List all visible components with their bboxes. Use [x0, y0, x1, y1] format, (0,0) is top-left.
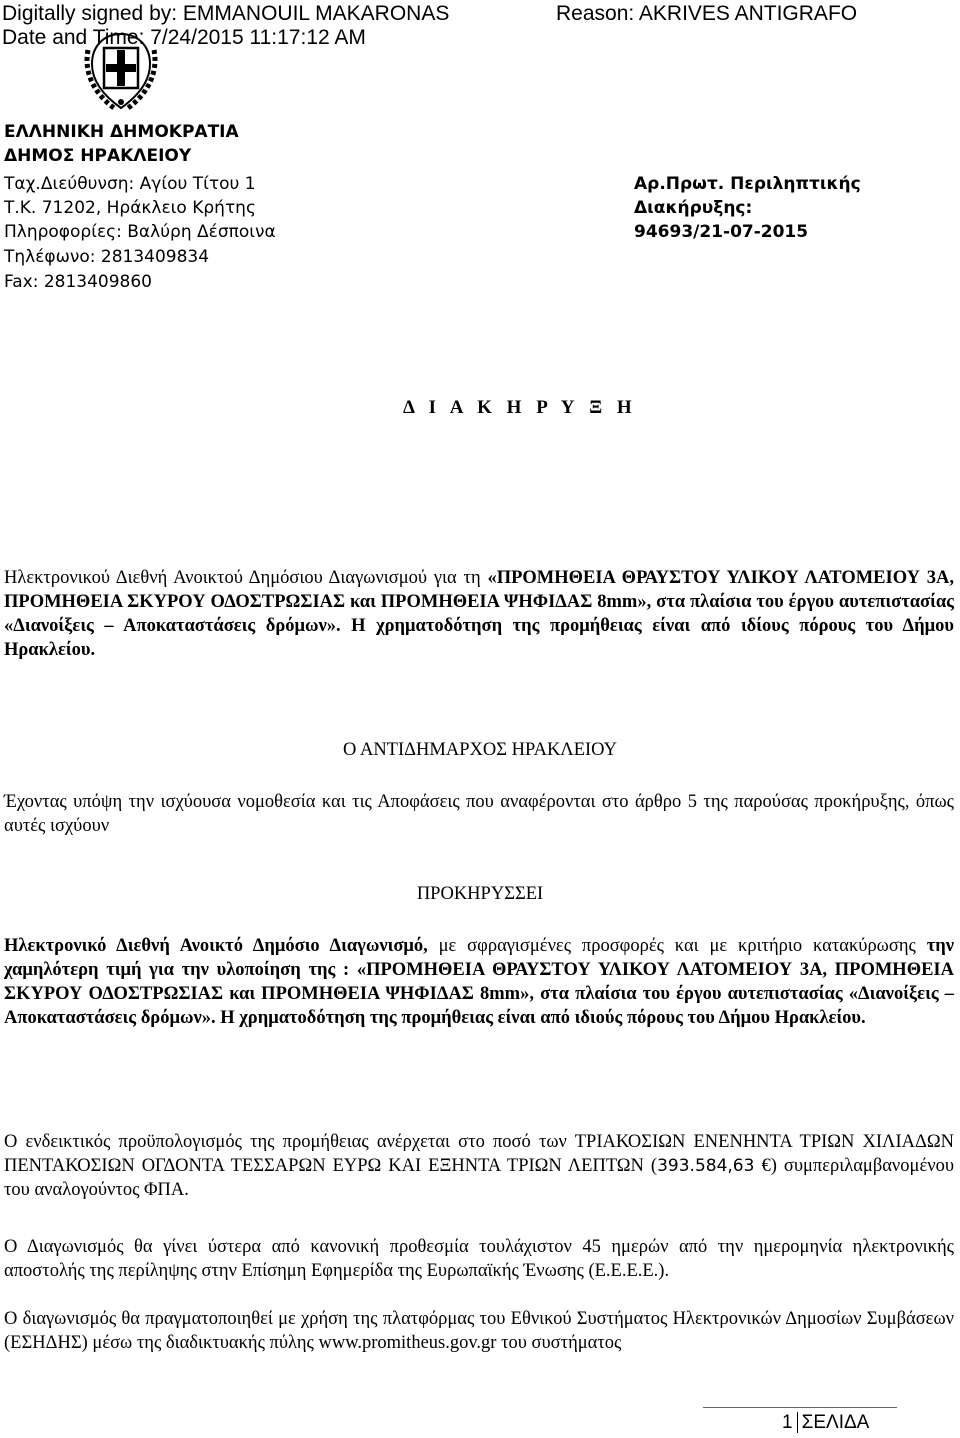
considering-paragraph: Έχοντας υπόψη την ισχύουσα νομοθεσία και τις Αποφάσεις που αναφέρονται στο άρθρο 5 της παρούσας προκήρυξης, όπως αυτές ισχύουν [4, 792, 954, 836]
platform-paragraph: Ο διαγωνισμός θα πραγματοποιηθεί με χρήση της πλατφόρμας του Εθνικού Συστήματος Ηλεκτρονικών Δημοσίων Συμβάσεων (ΕΣΗΔΗΣ) μέσω της διαδικτυακής πύλης www.promitheus.gov.gr του συστήματος [4, 1309, 954, 1353]
page-number: 1 [782, 1412, 793, 1433]
header-address: Ταχ.Διεύθυνση: Αγίου Τίτου 1 [4, 174, 256, 194]
budget-paragraph [4, 1130, 954, 1202]
greek-coat-of-arms-seal-icon [82, 30, 160, 112]
page-footer [782, 1412, 869, 1434]
page-label: ΣΕΛΙΔΑ [797, 1412, 870, 1433]
intro-lead: Ηλεκτρονικού Διεθνή Ανοικτού Δημόσιου Διαγωνισμού για τη [4, 568, 488, 588]
budget-text-2: €) συμπεριλαμβανομένου του αναλογούντος ΦΠΑ. [4, 1156, 954, 1200]
announces-heading: ΠΡΟΚΗΡΥΣΣΕΙ [416, 884, 544, 904]
document-title: Δ Ι Α Κ Η Ρ Υ Ξ Η [403, 397, 637, 418]
protocol-label: Αρ.Πρωτ. Περιληπτικής [634, 174, 861, 194]
budget-text: Ο ενδεικτικός προϋπολογισμός της προμήθειας ανέρχεται στο ποσό των ΤΡΙΑΚΟΣΙΩΝ ΕΝΕΝΗΝΤΑ ΤΡΙΩΝ ΧΙΛΙΑΔΩΝ ΠΕΝΤΑΚΟΣΙΩΝ ΟΓΔΟΝΤΑ ΤΕΣΣΑΡΩΝ ΕΥΡΩ ΚΑΙ ΕΞΗΝΤΑ ΤΡΙΩΝ ΛΕΠΤΩΝ ( [4, 1132, 954, 1176]
signature-reason: Reason: AKRIVES ANTIGRAFO [556, 2, 858, 25]
announcement-paragraph [4, 934, 954, 1030]
signature-signed-by: Digitally signed by: EMMANOUIL MAKARONAS [2, 2, 450, 25]
announcement-subject: την χαμηλότερη τιμή για την υλοποίηση της : «ΠΡΟΜΗΘΕΙΑ ΘΡΑΥΣΤΟΥ ΥΛΙΚΟΥ ΛΑΤΟΜΕΙΟΥ 3Α, ΠΡΟΜΗΘΕΙΑ ΣΚΥΡΟΥ ΟΔΟΣΤΡΩΣΙΑΣ και ΠΡΟΜΗΘΕΙΑ ΨΗΦΙΔΑΣ 8mm», στα πλαίσια του έργου αυτεπιστασίας «Διανοίξεις – Αποκαταστάσεις δρόμων». Η χρηματοδότηση της προμήθειας είναι από ιδιούς πόρους του Δήμου Ηρακλείου. [4, 936, 954, 1028]
signature-date-time: Date and Time: 7/24/2015 11:17:12 AM [2, 26, 366, 49]
header-municipality: ΔΗΜΟΣ ΗΡΑΚΛΕΙΟΥ [4, 146, 192, 166]
header-info: Πληροφορίες: Βαλύρη Δέσποινα [4, 222, 276, 242]
header-postal: Τ.Κ. 71202, Ηράκλειο Κρήτης [4, 198, 256, 218]
publication-paragraph: Ο Διαγωνισμός θα γίνει ύστερα από κανονική προθεσμία τουλάχιστον 45 ημερών από την ημερομηνία ηλεκτρονικής αποστολής της περίληψης στην Επίσημη Εφημερίδα της Ευρωπαϊκής Ένωσης (Ε.Ε.Ε.Ε.). [4, 1237, 954, 1281]
footer-divider [703, 1407, 897, 1408]
intro-bold: «ΠΡΟΜΗΘΕΙΑ ΘΡΑΥΣΤΟΥ ΥΛΙΚΟΥ ΛΑΤΟΜΕΙΟΥ 3Α, ΠΡΟΜΗΘΕΙΑ ΣΚΥΡΟΥ ΟΔΟΣΤΡΩΣΙΑΣ και ΠΡΟΜΗΘΕΙΑ ΨΗΦΙΔΑΣ 8mm», στα πλαίσια του έργου αυτεπιστασίας «Διανοίξεις – Αποκαταστάσεις δρόμων». Η χρηματοδότηση της προμήθειας είναι από ιδίους πόρους του Δήμου Ηρακλείου. [4, 568, 955, 660]
announcement-criteria: με σφραγισμένες προσφορές και με κριτήριο κατακύρωσης [427, 936, 927, 956]
deputy-mayor-heading: Ο ΑΝΤΙΔΗΜΑΡΧΟΣ ΗΡΑΚΛΕΙΟΥ [343, 740, 617, 760]
header-country: ΕΛΛΗΝΙΚΗ ΔΗΜΟΚΡΑΤΙΑ [4, 122, 239, 142]
header-fax: Fax: 2813409860 [4, 272, 152, 292]
header-phone: Τηλέφωνο: 2813409834 [4, 247, 210, 267]
protocol-number: 94693/21-07-2015 [634, 222, 809, 242]
protocol-label-2: Διακήρυξης: [634, 198, 753, 218]
intro-paragraph [4, 566, 954, 662]
budget-amount: 393.584,63 [657, 1156, 755, 1176]
announcement-lead: Ηλεκτρονικό Διεθνή Ανοικτό Δημόσιο Διαγωνισμό, [4, 936, 428, 956]
